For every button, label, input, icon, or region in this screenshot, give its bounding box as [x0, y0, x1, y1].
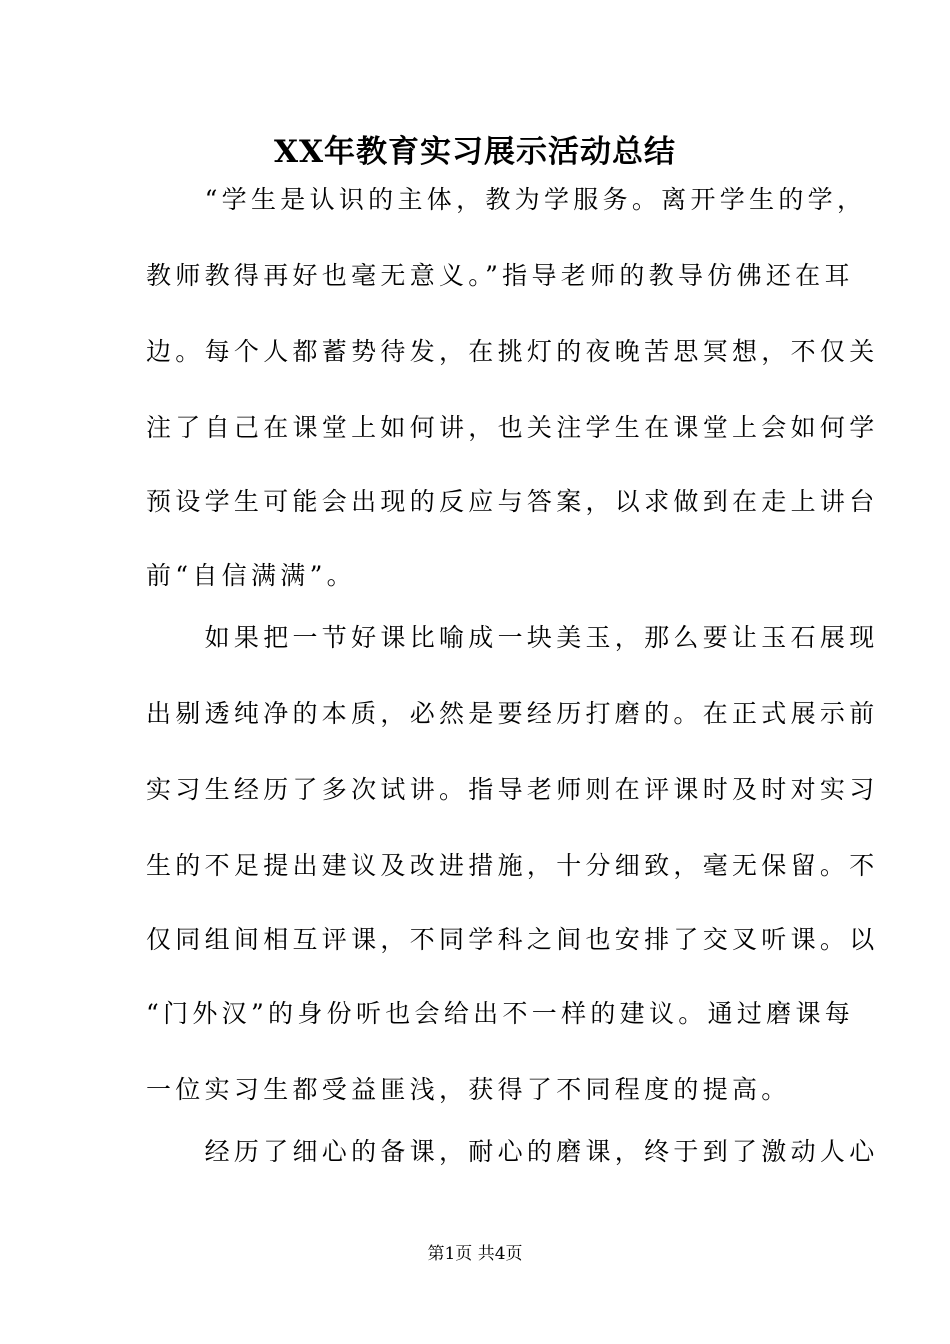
- document-title: XX年教育实习展示活动总结: [273, 134, 677, 170]
- body-line: 注了自己在课堂上如何讲，也关注学生在课堂上会如何学: [146, 413, 879, 442]
- body-line: 一位实习生都受益匪浅，获得了不同程度的提高。: [146, 1075, 791, 1104]
- body-line: 经历了细心的备课，耐心的磨课，终于到了激动人心: [146, 1137, 879, 1166]
- body-line: 生的不足提出建议及改进措施，十分细致，毫无保留。不: [146, 851, 879, 880]
- page-footer: 第1页 共4页: [427, 1244, 523, 1264]
- body-line: 仅同组间相互评课，不同学科之间也安排了交叉听课。以: [146, 925, 879, 954]
- body-line: “学生是认识的主体，教为学服务。离开学生的学，: [146, 185, 867, 214]
- body-line: 教师教得再好也毫无意义。”指导老师的教导仿佛还在耳: [146, 261, 854, 290]
- body-line: 预设学生可能会出现的反应与答案，以求做到在走上讲台: [146, 487, 879, 516]
- body-line: 出剔透纯净的本质，必然是要经历打磨的。在正式展示前: [146, 699, 879, 728]
- body-line: 边。每个人都蓄势待发，在挑灯的夜晚苦思冥想，不仅关: [146, 337, 879, 366]
- body-line: 实习生经历了多次试讲。指导老师则在评课时及时对实习: [146, 775, 879, 804]
- body-line: “门外汉”的身份听也会给出不一样的建议。通过磨课每: [146, 999, 855, 1028]
- body-line: 前“自信满满”。: [146, 561, 356, 590]
- body-line: 如果把一节好课比喻成一块美玉，那么要让玉石展现: [146, 623, 879, 652]
